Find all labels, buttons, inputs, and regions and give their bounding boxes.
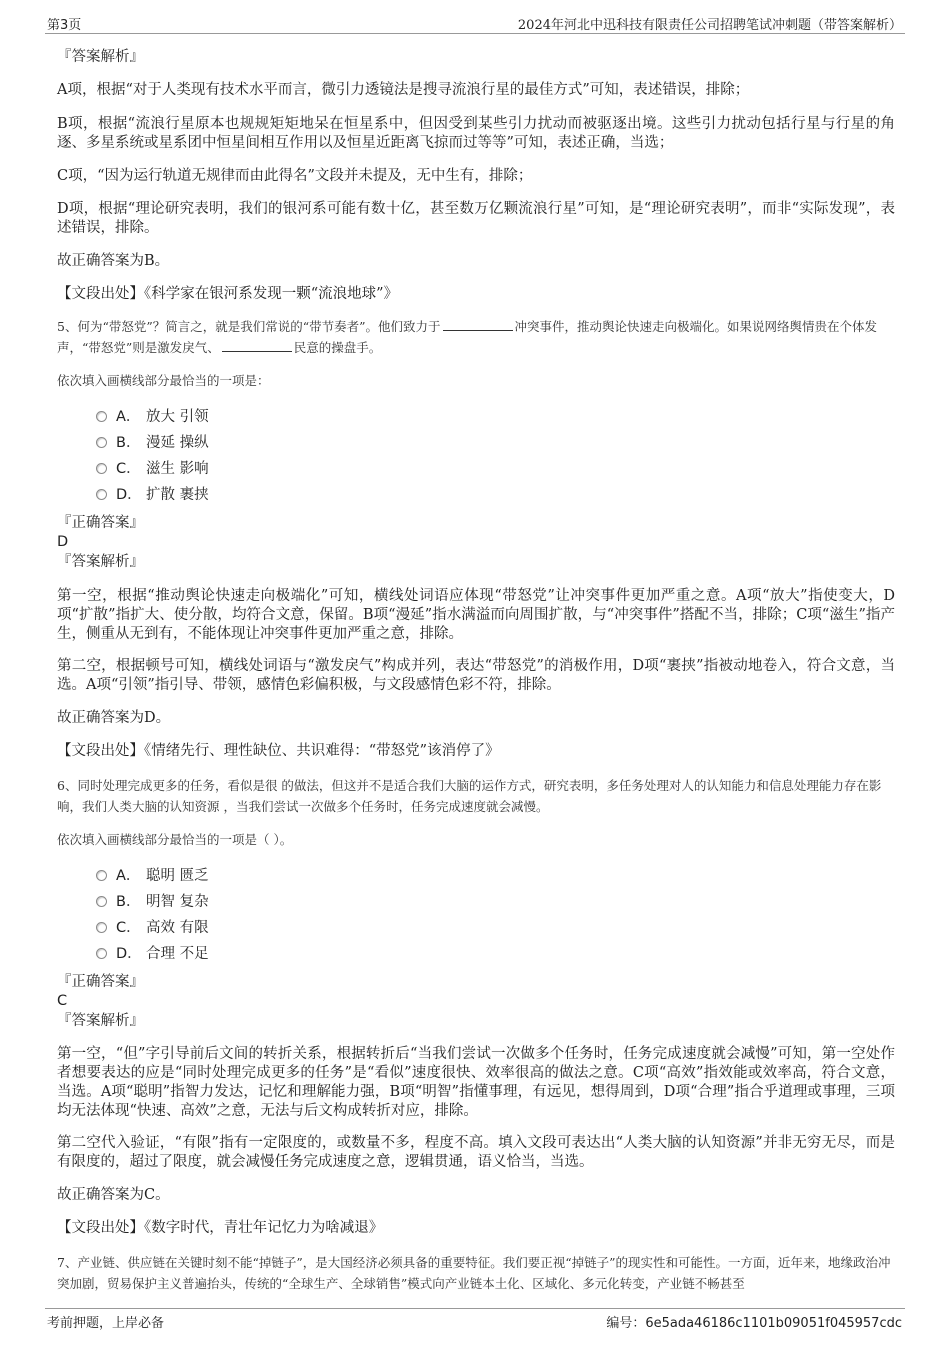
q5-option-a[interactable] bbox=[96, 407, 209, 427]
option-text: 扩散 裹挟 bbox=[146, 487, 209, 503]
option-text: 漫延 操纵 bbox=[146, 435, 209, 451]
radio-button-icon[interactable] bbox=[96, 489, 107, 500]
q6-analysis-p2: 第二空代入验证，“有限”指有一定限度的，或数量不多，程度不高。填入文段可表达出“人类大脑的认知资源”并非无穷无尽，而是有限度的，超过了限度，就会减慢任务完成速度之意，逻辑贯通，语义恰当，当选。 bbox=[57, 1135, 895, 1170]
footer-divider bbox=[45, 1308, 905, 1309]
option-text: 聪明 匮乏 bbox=[146, 868, 209, 884]
q5-analysis-label: 『答案解析』 bbox=[57, 554, 144, 570]
q4-analysis-option-a: A项，根据“对于人类现有技术水平而言，微引力透镜法是搜寻流浪行星的最佳方式”可知，表述错误，排除； bbox=[57, 82, 750, 98]
page-number: 第3页 bbox=[47, 18, 82, 33]
q5-blank-1 bbox=[443, 318, 513, 331]
q5-analysis-p2: 第二空，根据顿号可知，横线处词语与“激发戾气”构成并列，表达“带怒党”的消极作用，D项“裹挟”指被动地卷入，符合文意，当选。A项“引领”指引导、带领，感情色彩偏积极，与文段感情色彩不符，排除。 bbox=[57, 658, 895, 693]
q5-analysis-p1: 第一空，根据“推动舆论快速走向极端化”可知，横线处词语应体现“带怒党”让冲突事件更加严重之意。A项“放大”指使变大，D项“扩散”指扩大、使分散，均符合文意，保留。B项“漫延”指水满溢而向周围扩散，与“冲突事件”搭配不当，排除；C项“滋生”指产生，侧重从无到有，不能体现让冲突事件更加严重之意，排除。 bbox=[57, 588, 895, 642]
q5-prompt: 依次填入画横线部分最恰当的一项是： bbox=[57, 373, 270, 388]
q6-option-c[interactable] bbox=[96, 918, 209, 938]
radio-button-icon[interactable] bbox=[96, 437, 107, 448]
footer-slogan: 考前押题，上岸必备 bbox=[47, 1316, 165, 1331]
option-text: 高效 有限 bbox=[146, 920, 209, 936]
q5-correct-label: 『正确答案』 bbox=[57, 515, 144, 531]
radio-button-icon[interactable] bbox=[96, 922, 107, 933]
q7-stem: 7、产业链、供应链在关键时刻不能“掉链子”，是大国经济必须具备的重要特征。我们要正视“掉链子”的现实性和可能性。一方面，近年来，地缘政治冲突加剧，贸易保护主义普遍抬头，传统的“全球生产、全球销售”模式向产业链本土化、区域化、多元化转变，产业链不畅甚至 bbox=[57, 1255, 891, 1291]
radio-button-icon[interactable] bbox=[96, 411, 107, 422]
option-text: 明智 复杂 bbox=[146, 894, 209, 910]
q4-source: 【文段出处】《科学家在银河系发现一颗“流浪地球”》 bbox=[57, 286, 399, 302]
q6-source: 【文段出处】《数字时代，青壮年记忆力为啥减退》 bbox=[57, 1220, 384, 1236]
option-letter: B． bbox=[116, 894, 141, 910]
q5-stem-part1: 5、何为“带怒党”？简言之，就是我们常说的“带节奏者”。他们致力于 bbox=[57, 319, 441, 334]
option-letter: A． bbox=[116, 409, 141, 425]
q6-correct-answer: C bbox=[57, 993, 68, 1009]
option-letter: D． bbox=[116, 487, 142, 503]
q6-stem: 6、同时处理完成更多的任务，看似是很 的做法，但这并不是适合我们大脑的运作方式，研究表明，多任务处理对人的认知能力和信息处理能力存在影响，我们人类大脑的认知资源 ，当我们尝试一次做多个任务时，任务完成速度就会减慢。 bbox=[57, 778, 882, 814]
option-letter: D． bbox=[116, 946, 142, 962]
document-code bbox=[606, 1312, 902, 1331]
q6-analysis-p1: 第一空，“但”字引导前后文间的转折关系，根据转折后“当我们尝试一次做多个任务时，任务完成速度就会减慢”可知，第一空处作者想要表达的应是“同时处理完成更多的任务”是“看似”速度很快、效率很高的做法之意。C项“高效”指效能或效率高，符合文意，当选。A项“聪明”指智力发达，记忆和理解能力强，B项“明智”指懂事理，有远见，想得周到，D项“合理”指合乎道理或事理，三项均无法体现“快速、高效”之意，无法与后文构成转折对应，排除。 bbox=[57, 1046, 895, 1119]
radio-button-icon[interactable] bbox=[96, 896, 107, 907]
q5-option-d[interactable] bbox=[96, 485, 209, 505]
q4-analysis-label: 『答案解析』 bbox=[57, 49, 144, 65]
q5-stem-part2: 冲突事件，推动舆论快速走向极端化。如果说网络舆情贵在个体发声，“带怒党”则是激发戾气、 bbox=[57, 319, 878, 355]
q5-option-c[interactable] bbox=[96, 459, 209, 479]
option-letter: C． bbox=[116, 920, 141, 936]
option-text: 合理 不足 bbox=[146, 946, 209, 962]
q6-option-d[interactable] bbox=[96, 944, 209, 964]
q5-source: 【文段出处】《情绪先行、理性缺位、共识难得：“带怒党”该消停了》 bbox=[57, 743, 500, 759]
document-code-value: 6e5ada46186c1101b09051f045957cdc bbox=[645, 1316, 902, 1331]
q5-option-b[interactable] bbox=[96, 433, 209, 453]
q6-prompt: 依次填入画横线部分最恰当的一项是（ ）。 bbox=[57, 832, 293, 847]
document-title: 2024年河北中迅科技有限责任公司招聘笔试冲刺题（带答案解析） bbox=[517, 18, 902, 33]
option-letter: A． bbox=[116, 868, 141, 884]
q5-conclusion: 故正确答案为D。 bbox=[57, 710, 171, 726]
q6-option-a[interactable] bbox=[96, 866, 209, 886]
option-text: 放大 引领 bbox=[146, 409, 209, 425]
radio-button-icon[interactable] bbox=[96, 463, 107, 474]
q4-analysis-option-c: C项，“因为运行轨道无规律而由此得名”文段并未提及，无中生有，排除； bbox=[57, 168, 533, 184]
q5-correct-answer: D bbox=[57, 534, 69, 550]
q5-stem bbox=[57, 316, 895, 358]
q4-analysis-option-b: B项，根据“流浪行星原本也规规矩矩地呆在恒星系中，但因受到某些引力扰动而被驱逐出境。这些引力扰动包括行星与行星的角逐、多星系统或星系团中恒星间相互作用以及恒星近距离飞掠而过等等”可知，表述正确，当选； bbox=[57, 116, 895, 151]
document-code-label: 编号： bbox=[606, 1316, 646, 1331]
q6-conclusion: 故正确答案为C。 bbox=[57, 1187, 170, 1203]
q5-blank-2 bbox=[222, 339, 292, 352]
radio-button-icon[interactable] bbox=[96, 870, 107, 881]
option-letter: C． bbox=[116, 461, 141, 477]
header-divider bbox=[45, 33, 905, 34]
q4-conclusion: 故正确答案为B。 bbox=[57, 253, 170, 269]
option-letter: B． bbox=[116, 435, 141, 451]
q6-analysis-label: 『答案解析』 bbox=[57, 1013, 144, 1029]
q4-analysis-option-d: D项，根据“理论研究表明，我们的银河系可能有数十亿，甚至数万亿颗流浪行星”可知，是“理论研究表明”，而非“实际发现”，表述错误，排除。 bbox=[57, 201, 895, 236]
q6-correct-label: 『正确答案』 bbox=[57, 974, 144, 990]
q5-stem-part3: 民意的操盘手。 bbox=[293, 340, 382, 355]
option-text: 滋生 影响 bbox=[146, 461, 209, 477]
radio-button-icon[interactable] bbox=[96, 948, 107, 959]
q6-option-b[interactable] bbox=[96, 892, 209, 912]
